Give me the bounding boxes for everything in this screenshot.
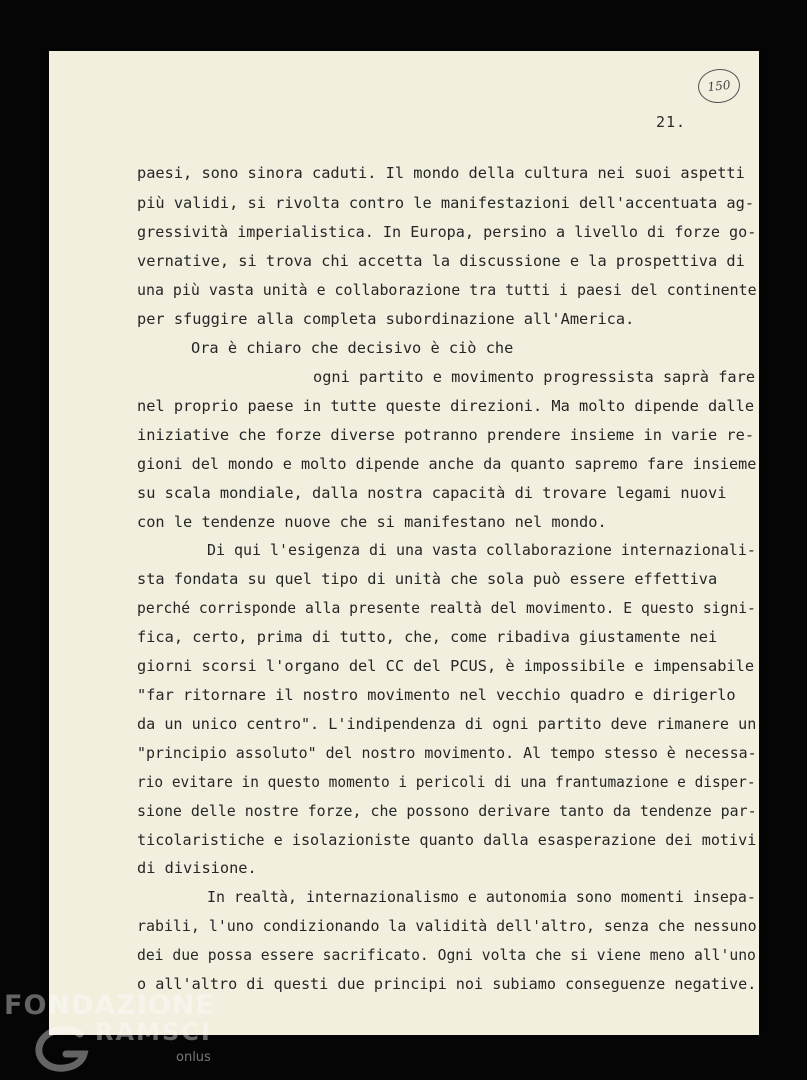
text-line: vernative, si trova chi accetta la discussione e la prospettiva di <box>137 252 745 270</box>
text-line: gioni del mondo e molto dipende anche da quanto sapremo fare insieme <box>137 455 757 473</box>
text-line: paesi, sono sinora caduti. Il mondo della cultura nei suoi aspetti <box>137 164 745 182</box>
text-line: fica, certo, prima di tutto, che, come ribadiva giustamente nei <box>137 628 718 646</box>
text-line: da un unico centro". L'indipendenza di ogni partito deve rimanere un <box>137 715 757 733</box>
text-line: con le tendenze nuove che si manifestano nel mondo. <box>137 513 607 531</box>
folio-number: 150 <box>706 77 732 95</box>
text-line: una più vasta unità e collaborazione tra tutti i paesi del continente <box>137 281 757 299</box>
text-line: rabili, l'uno condizionando la validità dell'altro, senza che nessuno <box>137 917 757 935</box>
text-line: Ora è chiaro che decisivo è ciò che <box>191 339 514 357</box>
text-line: sione delle nostre forze, che possono derivare tanto da tendenze par- <box>137 802 757 820</box>
text-line: "principio assoluto" del nostro movimento. Al tempo stesso è necessa- <box>137 744 757 762</box>
text-line: dei due possa essere sacrificato. Ogni volta che si viene meno all'uno <box>137 946 756 964</box>
text-line: di divisione. <box>137 859 257 877</box>
text-line: Di qui l'esigenza di una vasta collaborazione internazionali- <box>207 541 756 559</box>
text-line: ticolaristiche e isolazioniste quanto dalla esasperazione dei motivi <box>137 831 757 849</box>
text-line: perché corrisponde alla presente realtà del movimento. E questo signi- <box>137 599 756 617</box>
text-line: su scala mondiale, dalla nostra capacità di trovare legami nuovi <box>137 484 727 502</box>
text-line: ogni partito e movimento progressista saprà fare <box>313 368 756 386</box>
text-line: per sfuggire alla completa subordinazione all'America. <box>137 310 635 328</box>
watermark-title: FONDAZIONE <box>4 990 215 1021</box>
text-line: sta fondata su quel tipo di unità che sola può essere effettiva <box>137 570 718 588</box>
text-line: iniziative che forze diverse potranno prendere insieme in varie re- <box>137 426 755 444</box>
text-line: rio evitare in questo momento i pericoli di una frantumazione e disper- <box>137 773 756 791</box>
text-line: giorni scorsi l'organo del CC del PCUS, è impossibile e impensabile <box>137 657 755 675</box>
page-number: 21. <box>656 113 687 131</box>
text-line: o all'altro di questi due principi noi subiamo conseguenze negative. <box>137 975 757 993</box>
text-line: più validi, si rivolta contro le manifestazioni dell'accentuata ag- <box>137 194 755 212</box>
fondazione-logo-icon <box>32 1024 92 1074</box>
watermark-onlus: onlus <box>176 1050 211 1065</box>
text-line: In realtà, internazionalismo e autonomia sono momenti insepa- <box>207 888 756 906</box>
text-line: gressività imperialistica. In Europa, persino a livello di forze go- <box>137 223 757 241</box>
watermark-subtitle: RAMSCI <box>95 1018 212 1046</box>
text-line: nel proprio paese in tutte queste direzioni. Ma molto dipende dalle <box>137 397 755 415</box>
text-line: "far ritornare il nostro movimento nel vecchio quadro e dirigerlo <box>137 686 736 704</box>
